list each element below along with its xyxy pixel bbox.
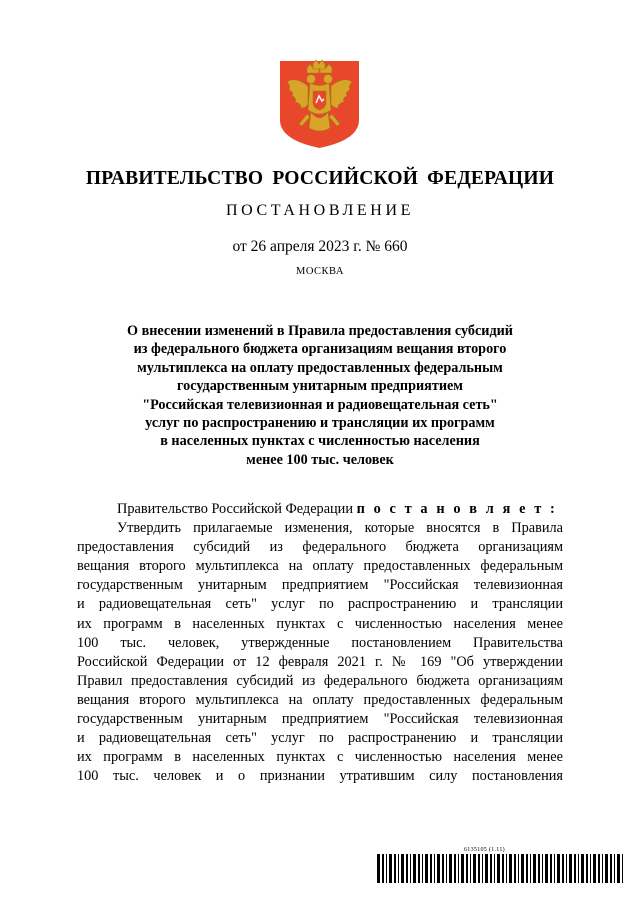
subject-line: мультиплекса на оплату предоставленных федеральным [137, 359, 503, 376]
body-line: 100 тыс. человек и о признании утратившим силу постановления [77, 768, 563, 785]
subject-line: О внесении изменений в Правила предоставления субсидий [127, 323, 513, 339]
government-title: ПРАВИТЕЛЬСТВО РОССИЙСКОЙ ФЕДЕРАЦИИ [85, 168, 555, 189]
coat-of-arms-emblem [277, 58, 362, 150]
barcode-bars [377, 854, 623, 883]
subject-line: менее 100 тыс. человек [246, 451, 394, 468]
resolves-word: п о с т а н о в л я е т : [356, 501, 558, 517]
barcode [377, 854, 623, 883]
body-line: Российской Федерации от 12 февраля 2021 г. № 169 "Об утверждении [77, 653, 563, 670]
body-line: и радиовещательная сеть" услуг по распространению и трансляции [77, 730, 563, 747]
body-line: их программ в населенных пунктах с численностью населения менее [77, 749, 563, 766]
subject-line: "Российская телевизионная и радиовещательная сеть" [142, 396, 498, 413]
body-line: предоставления субсидий из федерального бюджета организациям [77, 539, 563, 556]
body-line: Правил предоставления субсидий из федерального бюджета организациям [77, 672, 563, 689]
body-line: государственным унитарным предприятием "Российская телевизионная [77, 711, 563, 728]
body-line: и радиовещательная сеть" услуг по распространению и трансляции [77, 596, 563, 613]
body-line: 100 тыс. человек, утвержденные постановлением Правительства [77, 634, 563, 651]
document-date-number: от 26 апреля 2023 г. № 660 [232, 238, 408, 255]
body-line: Утвердить прилагаемые изменения, которые вносятся в Правила [117, 520, 563, 537]
subject-line: государственным унитарным предприятием [177, 378, 463, 395]
body-line: вещания второго мультиплекса на оплату предоставленных федеральным [77, 691, 563, 708]
opening-text: Правительство Российской Федерации [117, 501, 353, 517]
russian-coat-of-arms-icon [277, 58, 362, 150]
subject-line: из федерального бюджета организациям вещания второго [133, 341, 507, 358]
opening-line [77, 500, 563, 519]
print-stamp: 6135105 (1.11) [464, 847, 505, 853]
body-line: государственным унитарным предприятием "Российская телевизионная [77, 577, 563, 594]
body-line: вещания второго мультиплекса на оплату предоставленных федеральным [77, 558, 563, 575]
body-line: их программ в населенных пунктах с численностью населения менее [77, 615, 563, 632]
document-body [77, 500, 563, 786]
document-subject [0, 322, 640, 469]
subject-line: услуг по распространению и трансляции их программ [145, 415, 495, 432]
subject-line: в населенных пунктах с численностью населения [160, 433, 480, 450]
document-city: МОСКВА [296, 266, 344, 277]
document-type: ПОСТАНОВЛЕНИЕ [226, 202, 414, 219]
